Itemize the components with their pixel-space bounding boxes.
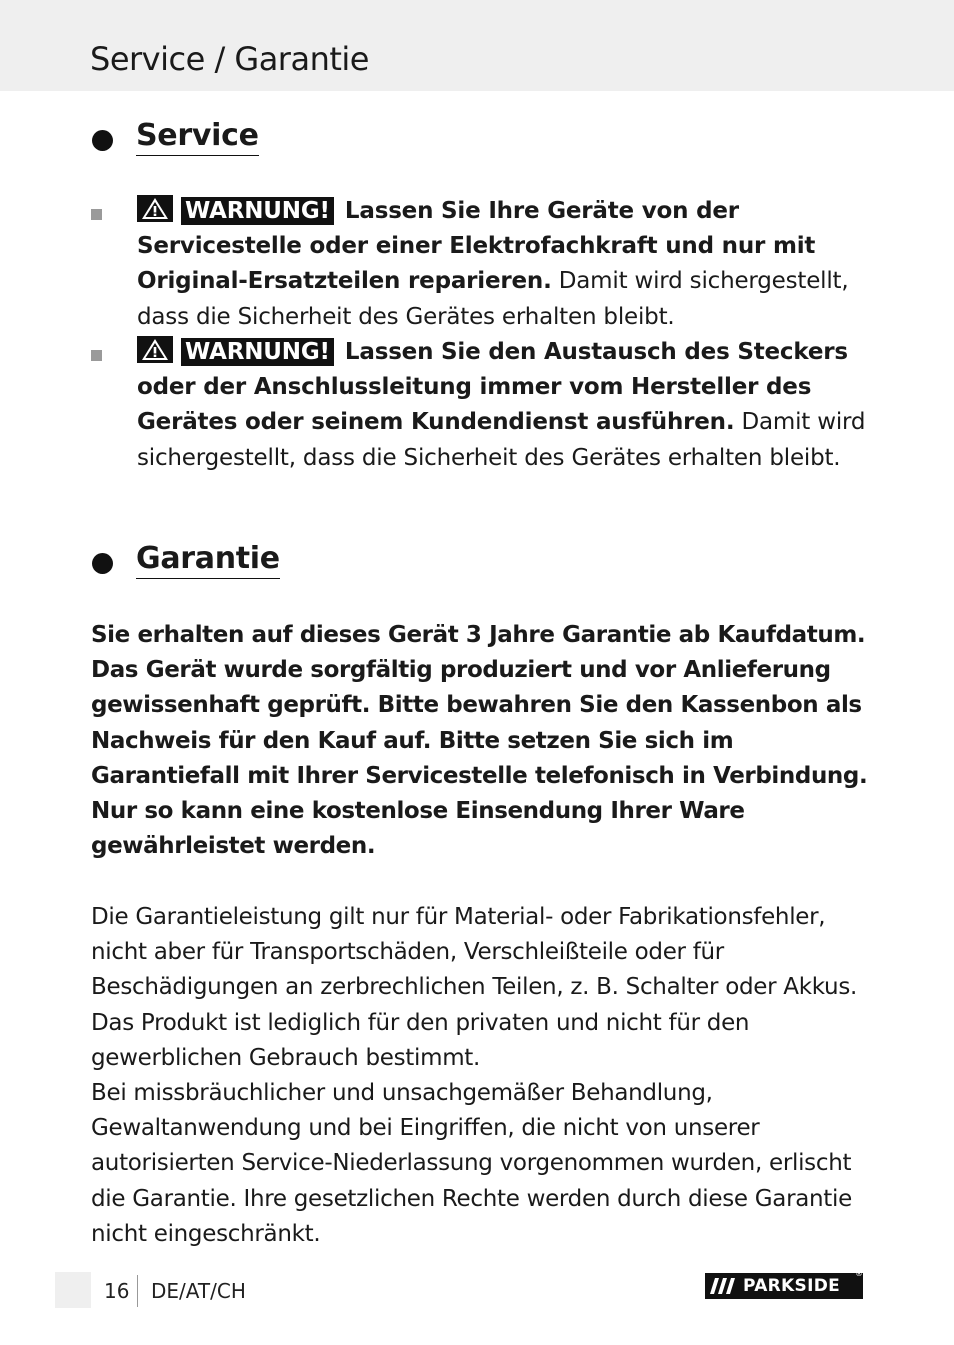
warning-badge: WARNUNG! bbox=[181, 338, 334, 366]
footer-divider bbox=[137, 1275, 138, 1307]
brand-stripes-icon bbox=[709, 1275, 739, 1297]
warning-triangle-icon bbox=[137, 195, 173, 222]
garantie-heading: Garantie bbox=[136, 541, 280, 579]
warning-normal-text: Damit wird sichergestellt, dass die Sicherheit des Gerätes erhalten bleibt. bbox=[137, 268, 849, 330]
warning-item-1 bbox=[137, 194, 877, 335]
circle-bullet-icon bbox=[92, 553, 113, 574]
language-code: DE/AT/CH bbox=[151, 1279, 246, 1303]
warning-triangle-icon bbox=[137, 336, 173, 363]
warning-badge: WARNUNG! bbox=[181, 197, 334, 225]
page-title: Service / Garantie bbox=[90, 40, 369, 78]
garantie-paragraph-1: Die Garantieleistung gilt nur für Material- oder Fabrikationsfehler, nicht aber für Transportschäden, Verschleißteile oder für Beschädigungen an zerbrechlichen Teilen, z. B. Schalter oder Akkus. Das Produkt ist lediglich für den privaten und nicht für den gewerblichen Gebrauch bestimmt. bbox=[91, 904, 858, 1071]
brand-name: PARKSIDE bbox=[743, 1276, 841, 1296]
square-bullet-icon bbox=[91, 350, 102, 361]
brand-logo bbox=[705, 1269, 863, 1299]
service-heading: Service bbox=[136, 118, 259, 156]
circle-bullet-icon bbox=[92, 130, 113, 151]
page-number: 16 bbox=[104, 1279, 130, 1303]
square-bullet-icon bbox=[91, 209, 102, 220]
warning-bold-text: Lassen Sie Ihre Geräte von der Servicestelle oder einer Elektrofachkraft und nur mit Original-Ersatzteilen reparieren. bbox=[137, 198, 816, 295]
footer-tab bbox=[55, 1272, 91, 1308]
garantie-paragraph-2: Bei missbräuchlicher und unsachgemäßer Behandlung, Gewaltanwendung und bei Eingriffen, die nicht von unserer autorisierten Service-Niederlassung vorgenommen wurden, erlischt die Garantie. Ihre gesetzlichen Rechte werden durch diese Garantie nicht eingeschränkt. bbox=[91, 1080, 852, 1247]
warning-bold-text: Lassen Sie den Austausch des Steckers oder der Anschlussleitung immer vom Hersteller des Gerätes oder seinem Kundendienst ausführen. bbox=[137, 339, 848, 436]
brand-registered-mark: ® bbox=[855, 1269, 863, 1278]
garantie-intro: Sie erhalten auf dieses Gerät 3 Jahre Garantie ab Kaufdatum. Das Gerät wurde sorgfältig produziert und vor Anlieferung gewissenhaft geprüft. Bitte bewahren Sie den Kassenbon als Nachweis für den Kauf auf. Bitte setzen Sie sich im Garantiefall mit Ihrer Servicestelle telefonisch in Verbindung. Nur so kann eine kostenlose Einsendung Ihrer Ware gewährleistet werden. bbox=[91, 622, 868, 860]
warning-item-2 bbox=[137, 335, 877, 476]
warning-normal-text: Damit wird sichergestellt, dass die Sicherheit des Gerätes erhalten bleibt. bbox=[137, 409, 866, 471]
